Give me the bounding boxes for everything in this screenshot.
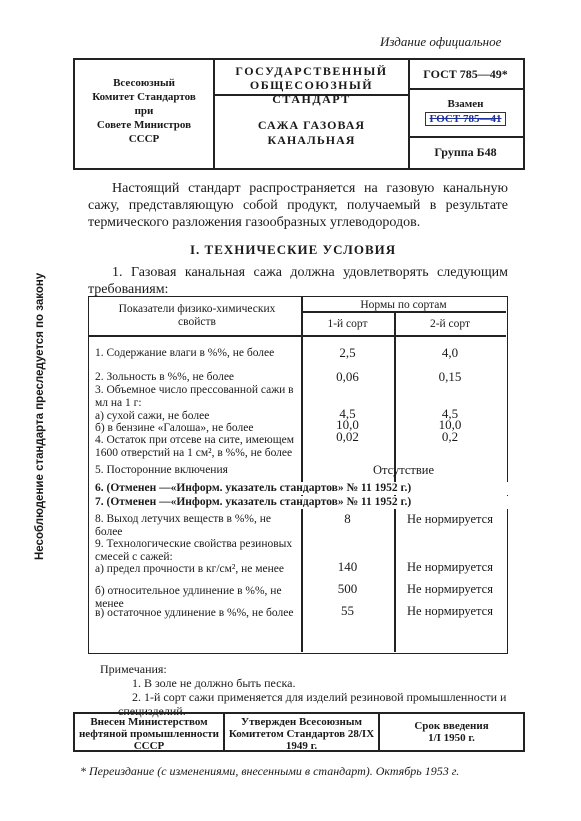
col-grade2-header: 2-й сорт <box>429 318 471 330</box>
table-row-label: 7. (Отменен —«Информ. указатель стандартов» № 11 1952 г.) <box>95 496 515 509</box>
table-cell: 2,5 <box>339 345 356 360</box>
table-cell: Отсутствие <box>372 463 435 477</box>
table-cell: 500 <box>337 581 358 596</box>
table-row-label: 2. Зольность в %%, не более <box>95 371 235 383</box>
footer-box <box>73 712 525 752</box>
table-cell: 10,0 <box>336 417 359 432</box>
table-row-label: 3. Объемное число прессованной сажи в мл на 1 г: <box>95 384 294 409</box>
org-line: Всесоюзный <box>113 77 175 89</box>
effective-date: Срок введения 1/I 1950 г. <box>414 720 489 744</box>
table-cell: 55 <box>341 603 354 618</box>
table-cell: 4,0 <box>441 345 459 360</box>
replaces-block <box>408 88 523 138</box>
side-note: Несоблюдение стандарта преследуется по закону <box>34 272 46 560</box>
header-box <box>73 58 525 170</box>
table-cell: 0,02 <box>336 429 359 444</box>
table-row-label: 9. Технологические свойства резиновых смесей с сажей: <box>95 538 293 563</box>
table-cell: 8 <box>344 511 351 526</box>
col-grade1-header: 1-й сорт <box>327 318 368 330</box>
note-1: 1. В золе не должно быть песка. <box>132 676 296 690</box>
note-2: 2. 1-й сорт сажи применяется для изделий резиновой промышленности и специзделий. <box>118 690 507 718</box>
col-indicator-header: Показатели физико-химических свойств <box>118 303 276 328</box>
table-row-label: 5. Посторонние включения <box>95 464 228 476</box>
table-cell: 10,0 <box>438 417 462 432</box>
clause-1: 1. Газовая канальная сажа должна удовлетворять следующим требованиям: <box>88 265 508 297</box>
table-row-label: 1. Содержание влаги в %%, не более <box>95 347 275 359</box>
edition-label: Издание официальное <box>380 34 502 49</box>
table-cell: Не нормируется <box>407 582 493 596</box>
table-row-label: 4. Остаток при отсеве на сите, имеющем 1600 отверстий на 1 см², в %%, не более <box>95 434 294 459</box>
gost-number: ГОСТ 785—49* <box>408 60 523 90</box>
approved-by: Утвержден Всесоюзным Комитетом Стандартов 28/IX 1949 г. <box>225 714 380 750</box>
org-block <box>75 60 215 168</box>
table-row-label: 8. Выход летучих веществ в %%, не более <box>95 513 272 538</box>
submitted-by: Внесен Министерством нефтяной промышленности СССР <box>75 714 225 750</box>
table-cell: 140 <box>337 559 358 574</box>
table-cell: 0,06 <box>336 369 359 384</box>
table-row-label: б) относительное удлинение в %%, не менее <box>95 585 282 610</box>
table-row-label: а) сухой сажи, не более <box>95 410 210 422</box>
table-cell: 0,2 <box>441 429 459 444</box>
standard-title: САЖА ГАЗОВАЯ КАНАЛЬНАЯ <box>257 118 366 147</box>
table-cell: Не нормируется <box>407 604 493 618</box>
table-row-label: 6. (Отменен —«Информ. указатель стандартов» № 11 1952 г.) <box>95 482 515 495</box>
replaces-label: Взамен <box>447 98 484 110</box>
reissue-note: * Переиздание (с изменениями, внесенными в стандарт). Октябрь 1953 г. <box>80 764 460 778</box>
section-title: I. ТЕХНИЧЕСКИЕ УСЛОВИЯ <box>190 242 397 257</box>
intro-paragraph: Настоящий стандарт распространяется на газовую канальную сажу, представляющую собой продукт, получаемый в результате термического разложения газообразных углеводородов. <box>88 181 508 230</box>
replaces-value: ГОСТ 785—41 <box>425 112 507 126</box>
table-row-label: б) в бензине «Галоша», не более <box>95 422 254 434</box>
group-label: Группа Б48 <box>434 145 497 159</box>
col-norms-header: Нормы по сортам <box>360 299 447 311</box>
table-cell: Не нормируется <box>407 512 493 526</box>
standard-type: ГОСУДАРСТВЕННЫЙ ОБЩЕСОЮЗНЫЙ СТАНДАРТ <box>215 60 408 96</box>
org-line: Комитет Стандартов <box>92 91 196 103</box>
org-line: Совете Министров <box>96 119 192 131</box>
org-line: при <box>134 105 154 117</box>
notes-title: Примечания: <box>100 662 167 676</box>
table-cell: 0,15 <box>438 369 462 384</box>
table-row-label: в) остаточное удлинение в %%, не более <box>95 607 294 619</box>
table-cell: Не нормируется <box>407 560 493 574</box>
table-cell: 4,5 <box>339 406 356 421</box>
table-cell: 4,5 <box>441 406 459 421</box>
org-line: СССР <box>128 133 160 145</box>
gost-block <box>408 60 523 168</box>
table-row-label: а) предел прочности в кг/см², не менее <box>95 563 284 575</box>
standard-block <box>215 60 410 168</box>
requirements-table <box>88 296 508 654</box>
